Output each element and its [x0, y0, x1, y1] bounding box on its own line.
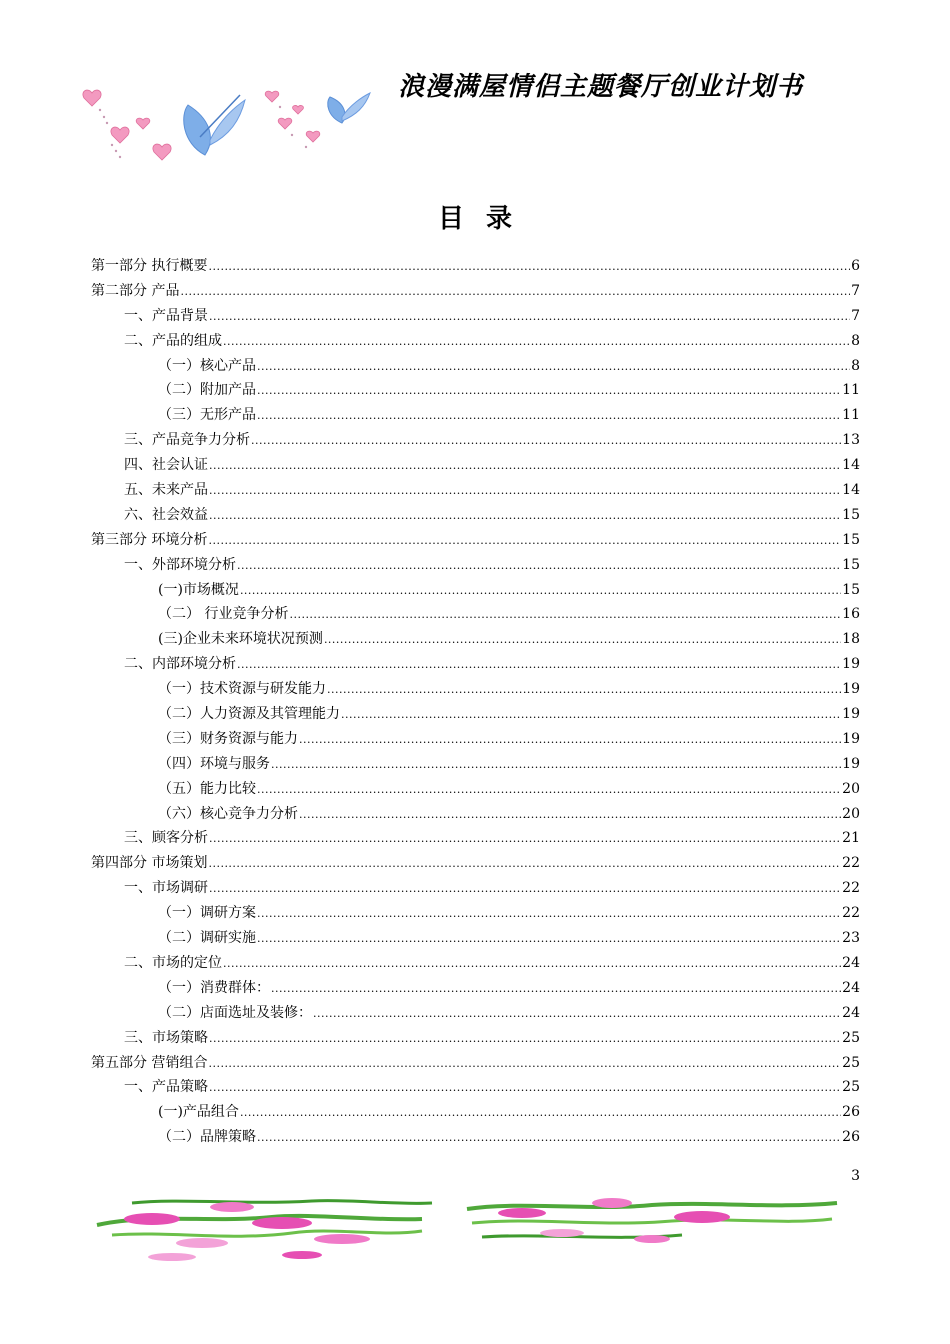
toc-entry-page: 19	[842, 755, 860, 772]
page-number: 3	[851, 1168, 860, 1184]
toc-entry-text: （二）人力资源及其管理能力	[158, 706, 340, 723]
toc-entry[interactable]	[91, 553, 860, 578]
toc-entry[interactable]	[91, 602, 860, 627]
toc-entry-text: 四、社会认证	[124, 457, 208, 474]
footer-decoration	[92, 1193, 842, 1268]
toc-entry[interactable]	[91, 403, 860, 428]
toc-entry-page: 20	[842, 805, 860, 822]
toc-entry-page: 20	[842, 780, 860, 797]
leader-dots	[324, 628, 841, 653]
toc-entry[interactable]	[91, 777, 860, 802]
toc-entry-page: 7	[851, 307, 860, 324]
toc-entry-text: （二）调研实施	[158, 930, 256, 947]
toc-entry-text: （二）附加产品	[158, 382, 256, 399]
leader-dots	[237, 554, 841, 579]
leader-dots	[313, 1002, 841, 1027]
toc-entry[interactable]	[91, 578, 860, 603]
leader-dots	[209, 1027, 841, 1052]
toc-entry[interactable]	[91, 1100, 860, 1125]
toc-entry-page: 7	[851, 282, 860, 299]
toc-entry[interactable]	[91, 1125, 860, 1150]
table-of-contents	[91, 254, 860, 1150]
toc-entry[interactable]	[91, 752, 860, 777]
toc-entry-text: 第五部分 营销组合	[91, 1054, 208, 1071]
toc-entry-text: 六、社会效益	[124, 506, 208, 523]
butterfly-icon	[184, 95, 245, 155]
toc-entry[interactable]	[91, 503, 860, 528]
toc-entry-page: 19	[842, 681, 860, 698]
butterfly-icon	[328, 93, 370, 123]
toc-entry-text: （一）技术资源与研发能力	[158, 681, 326, 698]
toc-entry-page: 24	[842, 1004, 860, 1021]
toc-entry-page: 22	[842, 905, 860, 922]
toc-entry-page: 18	[842, 631, 860, 648]
toc-entry-text: 一、外部环境分析	[124, 556, 236, 573]
toc-entry[interactable]	[91, 478, 860, 503]
toc-entry[interactable]	[91, 926, 860, 951]
toc-entry[interactable]	[91, 826, 860, 851]
toc-entry[interactable]	[91, 279, 860, 304]
toc-entry-text: （一）核心产品	[158, 357, 256, 374]
toc-entry-text: 三、产品竞争力分析	[124, 432, 250, 449]
toc-entry-page: 11	[842, 382, 860, 399]
toc-entry-text: （二）品牌策略	[158, 1129, 256, 1146]
leader-dots	[223, 330, 850, 355]
toc-entry-page: 24	[842, 979, 860, 996]
toc-entry-page: 16	[842, 606, 860, 623]
toc-entry-page: 25	[842, 1079, 860, 1096]
flower-vine-icon	[97, 1201, 432, 1261]
toc-entry[interactable]	[91, 329, 860, 354]
toc-entry-page: 22	[842, 855, 860, 872]
toc-entry[interactable]	[91, 378, 860, 403]
toc-entry-text: (三)企业未来环境状况预测	[158, 631, 323, 648]
leader-dots	[257, 355, 850, 380]
leader-dots	[209, 305, 850, 330]
leader-dots	[341, 703, 841, 728]
leader-dots	[209, 504, 841, 529]
toc-entry-page: 15	[842, 556, 860, 573]
toc-entry[interactable]	[91, 528, 860, 553]
leader-dots	[209, 1076, 841, 1101]
toc-entry-text: 第一部分 执行概要	[91, 258, 208, 274]
toc-entry-page: 25	[842, 1029, 860, 1046]
toc-entry-text: （三）无形产品	[158, 407, 256, 424]
toc-entry[interactable]	[91, 901, 860, 926]
leader-dots	[257, 902, 841, 927]
toc-entry-page: 19	[842, 706, 860, 723]
toc-entry-text: 二、产品的组成	[124, 332, 222, 349]
toc-entry[interactable]	[91, 727, 860, 752]
toc-entry[interactable]	[91, 1001, 860, 1026]
leader-dots	[257, 778, 841, 803]
toc-entry-page: 11	[842, 407, 860, 424]
toc-entry-text: （六）核心竞争力分析	[158, 805, 298, 822]
toc-title: 目录	[437, 204, 534, 234]
leader-dots	[299, 728, 841, 753]
toc-entry-text: 二、内部环境分析	[124, 656, 236, 673]
toc-entry[interactable]	[91, 652, 860, 677]
leader-dots	[209, 827, 841, 852]
toc-entry-page: 26	[842, 1104, 860, 1121]
toc-entry-text: （一）消费群体：	[158, 979, 270, 996]
toc-entry-page: 14	[842, 482, 860, 499]
toc-entry[interactable]	[91, 951, 860, 976]
leader-dots	[209, 479, 841, 504]
toc-entry[interactable]	[91, 254, 860, 279]
leader-dots	[240, 1101, 841, 1126]
toc-entry-page: 25	[842, 1054, 860, 1071]
toc-entry-text: 第三部分 环境分析	[91, 531, 208, 548]
toc-entry[interactable]	[91, 304, 860, 329]
toc-entry-page: 21	[842, 830, 860, 847]
toc-entry[interactable]	[91, 453, 860, 478]
toc-entry-text: (一)产品组合	[158, 1104, 239, 1121]
leader-dots	[209, 877, 841, 902]
toc-entry-page: 23	[842, 930, 860, 947]
leader-dots	[208, 852, 841, 877]
toc-entry-text: （三）财务资源与能力	[158, 730, 298, 747]
leader-dots	[271, 753, 841, 778]
leader-dots	[257, 379, 841, 404]
toc-entry-text: 第四部分 市场策划	[91, 855, 208, 872]
toc-entry-text: (一)市场概况	[158, 581, 239, 598]
leader-dots	[271, 977, 841, 1002]
toc-entry[interactable]	[91, 1051, 860, 1076]
toc-entry-page: 24	[842, 954, 860, 971]
toc-entry[interactable]	[91, 976, 860, 1001]
document-header-title: 浪漫满屋情侣主题餐厅创业计划书	[398, 72, 804, 102]
toc-entry-page: 26	[842, 1129, 860, 1146]
leader-dots	[208, 255, 850, 280]
toc-entry[interactable]	[91, 702, 860, 727]
toc-entry[interactable]	[91, 354, 860, 379]
toc-entry-page: 15	[842, 506, 860, 523]
leader-dots	[257, 1126, 841, 1151]
toc-entry[interactable]	[91, 876, 860, 901]
toc-entry-text: （二）店面选址及装修：	[158, 1004, 312, 1021]
header-decoration	[80, 85, 400, 170]
leader-dots	[209, 454, 841, 479]
toc-entry-page: 6	[851, 258, 860, 274]
leader-dots	[257, 927, 841, 952]
leader-dots	[208, 529, 841, 554]
toc-entry-page: 8	[851, 332, 860, 349]
toc-entry-text: （一）调研方案	[158, 905, 256, 922]
leader-dots	[289, 603, 841, 628]
flower-vine-icon	[467, 1198, 837, 1243]
toc-entry-page: 14	[842, 457, 860, 474]
toc-entry-text: （二） 行业竞争分析	[158, 606, 289, 623]
toc-entry-text: 一、产品背景	[124, 307, 208, 324]
toc-entry-page: 15	[842, 531, 860, 548]
toc-entry-text: 一、市场调研	[124, 880, 208, 897]
leader-dots	[299, 803, 841, 828]
leader-dots	[223, 952, 841, 977]
toc-entry-page: 19	[842, 656, 860, 673]
toc-entry-page: 13	[842, 432, 860, 449]
toc-entry-page: 15	[842, 581, 860, 598]
toc-entry-page: 22	[842, 880, 860, 897]
toc-entry-text: 二、市场的定位	[124, 954, 222, 971]
toc-entry[interactable]	[91, 802, 860, 827]
toc-entry[interactable]	[91, 428, 860, 453]
toc-entry[interactable]	[91, 1026, 860, 1051]
toc-entry-text: 一、产品策略	[124, 1079, 208, 1096]
toc-entry-text: 第二部分 产品	[91, 282, 180, 299]
leader-dots	[257, 404, 841, 429]
toc-entry-page: 8	[851, 357, 860, 374]
toc-entry[interactable]	[91, 1075, 860, 1100]
toc-entry-text: 五、未来产品	[124, 482, 208, 499]
toc-entry-text: 三、市场策略	[124, 1029, 208, 1046]
toc-entry-text: （四）环境与服务	[158, 755, 270, 772]
toc-entry-page: 19	[842, 730, 860, 747]
leader-dots	[237, 653, 841, 678]
toc-entry[interactable]	[91, 851, 860, 876]
toc-entry-text: 三、顾客分析	[124, 830, 208, 847]
toc-entry[interactable]	[91, 677, 860, 702]
toc-entry[interactable]	[91, 627, 860, 652]
leader-dots	[251, 429, 841, 454]
leader-dots	[208, 1052, 841, 1077]
leader-dots	[180, 280, 850, 305]
leader-dots	[327, 678, 841, 703]
toc-entry-text: （五）能力比较	[158, 780, 256, 797]
leader-dots	[240, 579, 841, 604]
